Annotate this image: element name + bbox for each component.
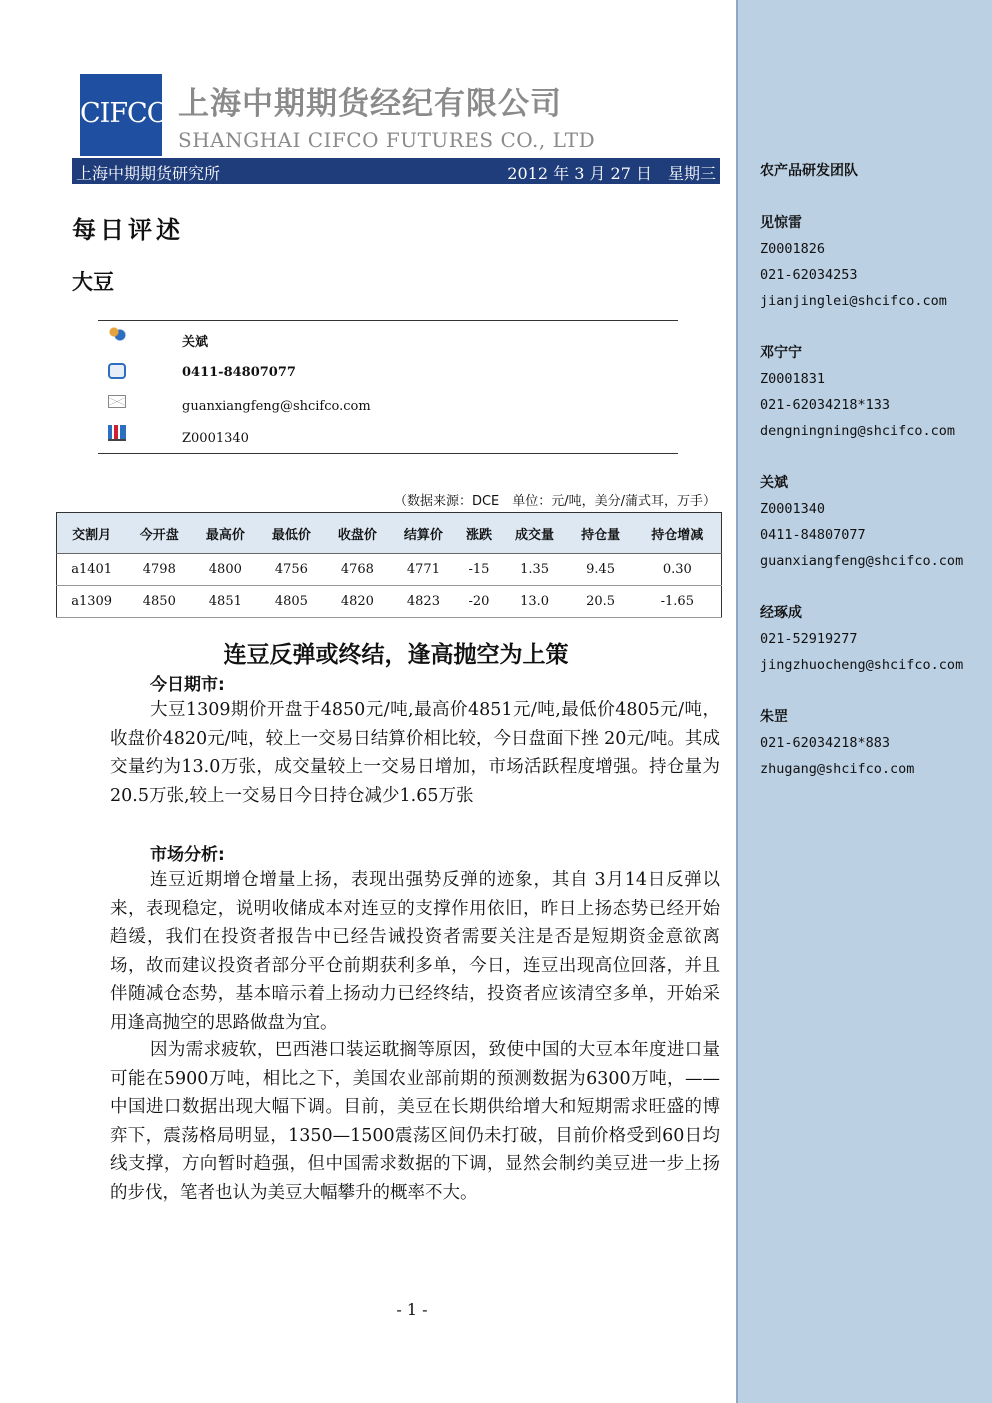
table-cell: a1309 <box>57 586 127 618</box>
contact-phone: 021-62034218*883 <box>760 735 891 751</box>
table-row <box>57 554 722 586</box>
license-icon <box>108 425 126 441</box>
phone-icon <box>108 363 126 379</box>
table-header-cell: 成交量 <box>502 513 568 554</box>
table-header-cell: 今开盘 <box>126 513 192 554</box>
contact-2 <box>760 340 955 444</box>
contact-license: Z0001831 <box>760 371 826 387</box>
contact-email: jingzhuocheng@shcifco.com <box>760 657 964 673</box>
table-cell: 4771 <box>390 554 456 586</box>
table-cell: 4850 <box>126 586 192 618</box>
author-phone: 0411-84807077 <box>182 365 296 380</box>
contact-phone: 021-62034218*133 <box>760 397 891 413</box>
contact-1 <box>760 210 947 314</box>
author-license: Z0001340 <box>182 431 249 446</box>
table-cell: -15 <box>456 554 501 586</box>
contact-license: Z0001826 <box>760 241 826 257</box>
table-row <box>57 586 722 618</box>
table-cell: 4823 <box>390 586 456 618</box>
team-title: 农产品研发团队 <box>760 163 858 179</box>
table-cell: 1.35 <box>502 554 568 586</box>
table-cell: 4768 <box>324 554 390 586</box>
contact-3 <box>760 470 963 574</box>
header-bar <box>72 158 720 184</box>
contact-phone: 0411-84807077 <box>760 527 866 543</box>
contact-email: jianjinglei@shcifco.com <box>760 293 947 309</box>
page-number: - 1 - <box>396 1300 428 1319</box>
author-email: guanxiangfeng@shcifco.com <box>182 399 371 414</box>
data-source-note: （数据来源：DCE 单位：元/吨，美分/蒲式耳，万手） <box>393 494 716 509</box>
sidebar <box>736 0 992 1403</box>
paragraph-analysis-1: 连豆近期增仓增量上扬，表现出强势反弹的迹象，其自 3月14日反弹以来，表现稳定，说明收储成本对连豆的支撑作用依旧，昨日上扬态势已经开始趋缓，我们在投资者报告中已经告诫投资者需要关注是否是短期资金意欲离场，故而建议投资者部分平仓前期获利多单，今日，连豆出现高位回落，并且伴随减仓态势，基本暗示着上扬动力已经终结，投资者应该清空多单，开始采用逢高抛空的思路做盘为宜。 <box>110 870 720 1033</box>
contact-phone: 021-62034253 <box>760 267 858 283</box>
table-cell: 4800 <box>192 554 258 586</box>
company-name-en: SHANGHAI CIFCO FUTURES CO., LTD <box>178 128 596 152</box>
table-header-cell: 涨跌 <box>456 513 501 554</box>
table-cell: 9.45 <box>568 554 634 586</box>
person-icon <box>108 327 126 343</box>
table-header-cell: 持仓增减 <box>634 513 722 554</box>
table-header-cell: 结算价 <box>390 513 456 554</box>
commodity-title: 大豆 <box>72 270 114 294</box>
table-cell: 4798 <box>126 554 192 586</box>
contact-4 <box>760 600 963 678</box>
paragraph-today-market: 大豆1309期价开盘于4850元/吨,最高价4851元/吨,最低价4805元/吨，收盘价4820元/吨，较上一交易日结算价相比较，今日盘面下挫 20元/吨。其成交量约为13.0万张，成交量较上一交易日增加，市场活跃程度增强。持仓量为20.5万张,较上一交易日今日持仓减少1.65万张 <box>110 700 720 806</box>
contact-5 <box>760 704 914 782</box>
table-header-cell: 最低价 <box>258 513 324 554</box>
mail-icon <box>108 395 126 408</box>
article-headline: 连豆反弹或终结，逢高抛空为上策 <box>223 642 569 668</box>
report-date: 2012 年 3 月 27 日 星期三 <box>507 164 716 183</box>
table-cell: -1.65 <box>634 586 722 618</box>
doc-title: 每日评述 <box>72 216 184 244</box>
institute-name: 上海中期期货研究所 <box>76 164 221 183</box>
logo-mark: CIFCO <box>80 98 168 129</box>
company-name-cn: 上海中期期货经纪有限公司 <box>178 86 562 122</box>
table-cell: 4805 <box>258 586 324 618</box>
section-market-analysis: 市场分析: <box>150 845 225 865</box>
table-header-cell: 收盘价 <box>324 513 390 554</box>
market-table <box>56 512 722 618</box>
table-cell: 20.5 <box>568 586 634 618</box>
contact-license: Z0001340 <box>760 501 826 517</box>
table-cell: 4820 <box>324 586 390 618</box>
contact-name: 经琢成 <box>760 605 802 621</box>
contact-email: zhugang@shcifco.com <box>760 761 915 777</box>
contact-email: guanxiangfeng@shcifco.com <box>760 553 964 569</box>
table-header-cell: 最高价 <box>192 513 258 554</box>
paragraph-analysis-2: 因为需求疲软，巴西港口装运耽搁等原因，致使中国的大豆本年度进口量可能在5900万吨，相比之下，美国农业部前期的预测数据为6300万吨，——中国进口数据出现大幅下调。目前，美豆在长期供给增大和短期需求旺盛的博弈下，震荡格局明显，1350—1500震荡区间仍未打破，目前价格受到60日均线支撑，方向暂时趋强，但中国需求数据的下调，显然会制约美豆进一步上扬的步伐，笔者也认为美豆大幅攀升的概率不大。 <box>110 1040 720 1203</box>
table-cell: 0.30 <box>634 554 722 586</box>
contact-name: 朱罡 <box>760 709 788 725</box>
contact-email: dengningning@shcifco.com <box>760 423 956 439</box>
table-header-cell: 交割月 <box>57 513 127 554</box>
table-cell: 4851 <box>192 586 258 618</box>
table-cell: a1401 <box>57 554 127 586</box>
contact-phone: 021-52919277 <box>760 631 858 647</box>
contact-name: 见惊雷 <box>760 215 802 231</box>
contact-name: 邓宁宁 <box>760 345 802 361</box>
table-cell: 13.0 <box>502 586 568 618</box>
section-today-market: 今日期市: <box>150 675 225 695</box>
author-name: 关斌 <box>182 335 209 350</box>
author-box <box>98 320 678 454</box>
table-header-cell: 持仓量 <box>568 513 634 554</box>
table-cell: -20 <box>456 586 501 618</box>
company-logo <box>80 74 168 156</box>
table-cell: 4756 <box>258 554 324 586</box>
contact-name: 关斌 <box>760 475 788 491</box>
